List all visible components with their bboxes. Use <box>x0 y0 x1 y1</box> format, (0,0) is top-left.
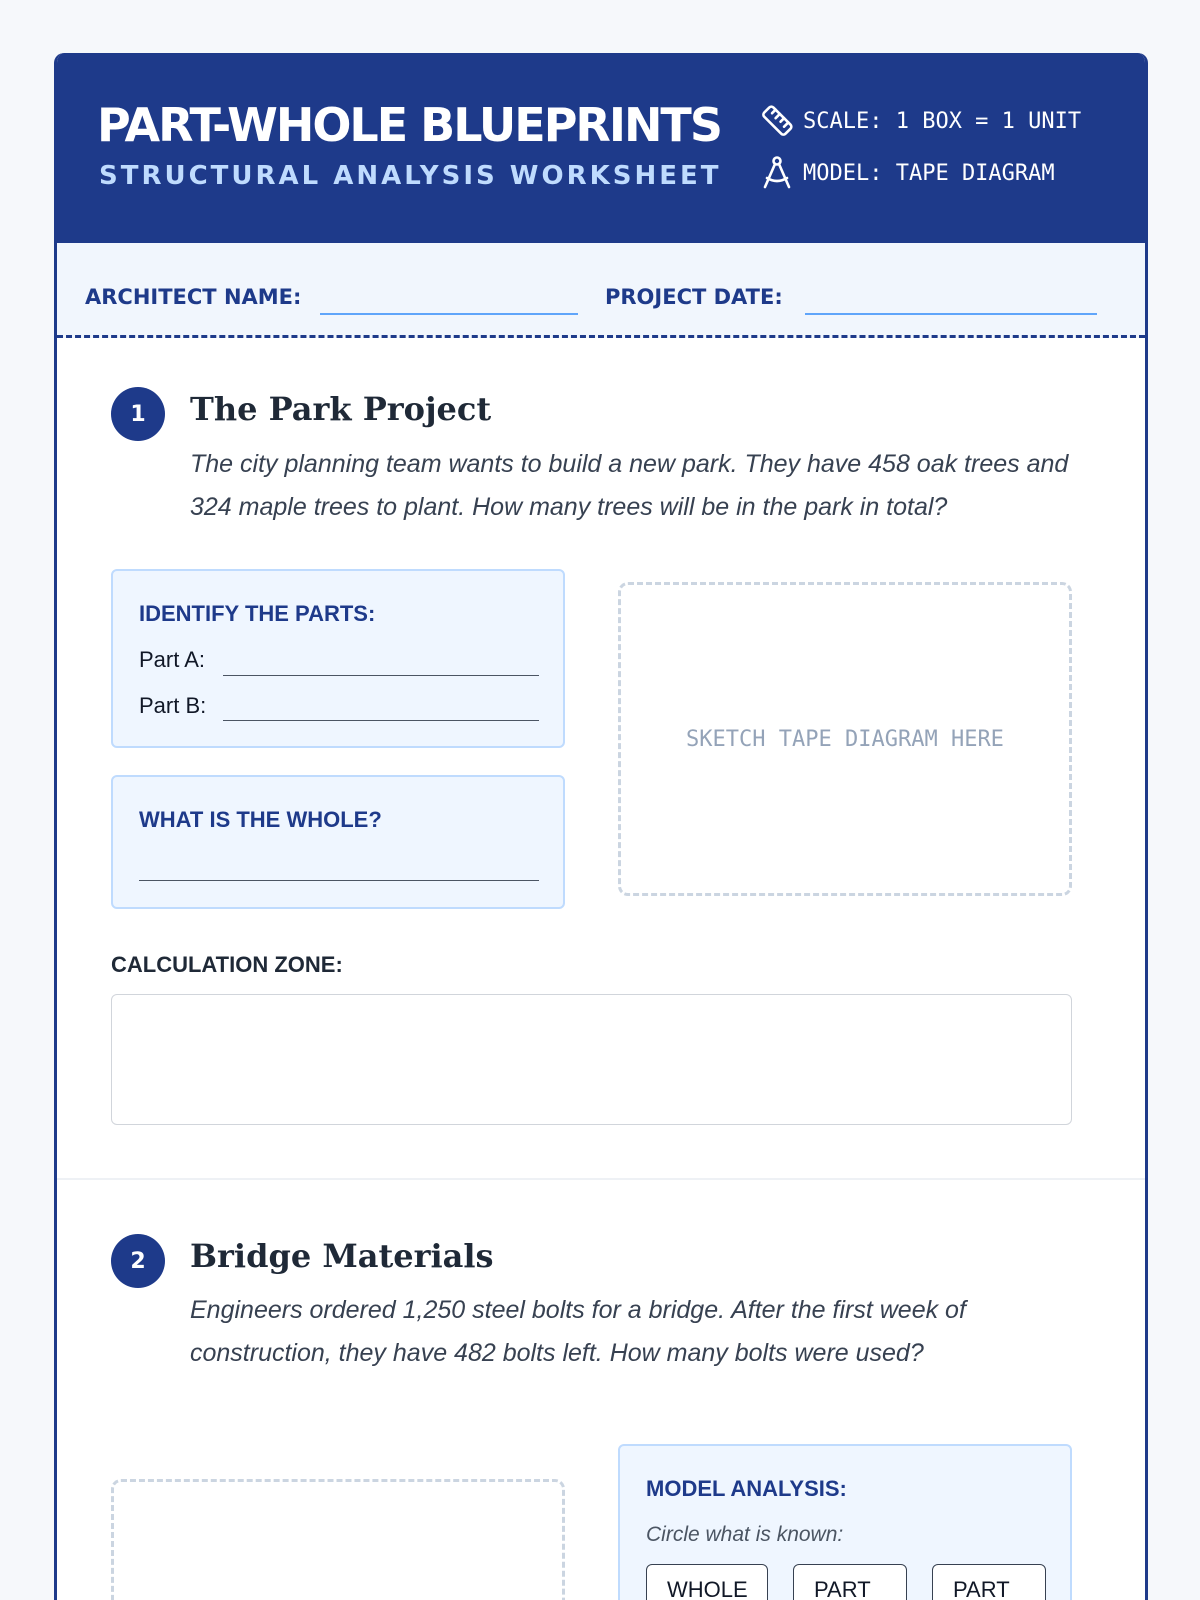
sketch-placeholder: SKETCH TAPE DIAGRAM HERE <box>686 726 1004 752</box>
model-analysis-panel <box>618 1444 1072 1600</box>
part-a-label: Part A: <box>139 647 206 672</box>
problem-2-text: Engineers ordered 1,250 steel bolts for a bridge. After the first week of construction, they have 482 bolts left. How many bolts were used? <box>190 1296 966 1367</box>
ruler-icon <box>757 101 797 141</box>
architect-name-field[interactable] <box>320 313 578 315</box>
problem-1-number: 1 <box>111 387 165 441</box>
problem-1-title: The Park Project <box>190 390 492 428</box>
compass-icon <box>757 153 797 193</box>
whole-field[interactable] <box>139 880 539 881</box>
worksheet <box>54 53 1148 1600</box>
whole-option[interactable]: WHOLE <box>646 1564 768 1600</box>
model-analysis-heading: MODEL ANALYSIS: <box>646 1476 847 1501</box>
worksheet-title: PART-WHOLE BLUEPRINTS <box>97 98 721 152</box>
identify-parts-panel <box>111 569 565 748</box>
whole-heading: WHAT IS THE WHOLE? <box>139 807 382 832</box>
problem-divider <box>57 1178 1145 1180</box>
problem-2-number: 2 <box>111 1234 165 1288</box>
architect-name-label: ARCHITECT NAME: <box>85 285 302 309</box>
identify-parts-heading: IDENTIFY THE PARTS: <box>139 601 376 626</box>
part-b-label: Part B: <box>139 693 207 718</box>
model-info <box>757 153 1055 193</box>
sketch-area[interactable] <box>618 582 1072 896</box>
part-option-2[interactable]: PART <box>932 1564 1046 1600</box>
model-text: MODEL: TAPE DIAGRAM <box>803 160 1055 186</box>
part-option-1[interactable]: PART <box>793 1564 907 1600</box>
info-bar <box>57 243 1145 338</box>
whole-panel <box>111 775 565 909</box>
calculation-zone-label: CALCULATION ZONE: <box>111 952 343 977</box>
worksheet-header <box>57 53 1145 243</box>
worksheet-subtitle: STRUCTURAL ANALYSIS WORKSHEET <box>99 161 722 191</box>
project-date-field[interactable] <box>805 313 1097 315</box>
project-date-label: PROJECT DATE: <box>605 285 783 309</box>
problem-1-text: The city planning team wants to build a new park. They have 458 oak trees and 324 maple trees to plant. How many trees will be in the park in total? <box>190 450 1069 521</box>
circle-known-hint: Circle what is known: <box>646 1523 844 1546</box>
problem-2-sketch-area[interactable] <box>111 1479 565 1600</box>
part-b-field[interactable] <box>223 720 539 721</box>
calculation-zone[interactable] <box>111 994 1072 1125</box>
problem-2-title: Bridge Materials <box>190 1237 494 1275</box>
part-a-field[interactable] <box>223 675 539 676</box>
scale-text: SCALE: 1 BOX = 1 UNIT <box>803 108 1082 134</box>
scale-info <box>757 101 1081 141</box>
